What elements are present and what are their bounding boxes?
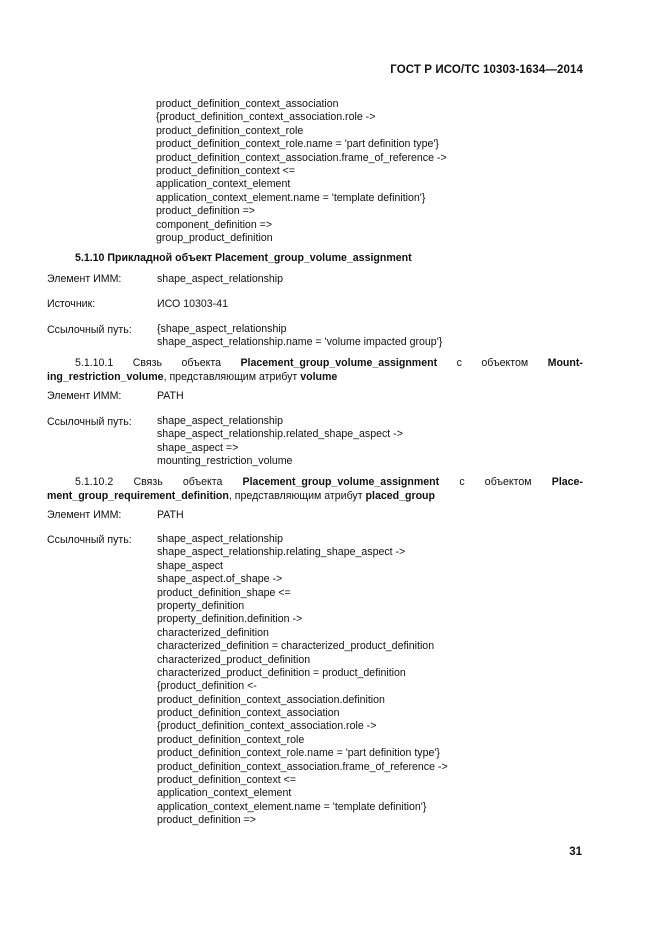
code-line: product_definition_shape <= bbox=[157, 586, 291, 599]
code-line: {product_definition_context_association.role -> bbox=[156, 111, 376, 124]
sub1-word-1: Связь bbox=[132, 357, 163, 369]
code-line: characterized_definition bbox=[157, 626, 269, 639]
sub2-word-1: Связь bbox=[133, 476, 163, 488]
code-line: shape_aspect_relationship bbox=[157, 533, 284, 545]
sub2-entity: Placement_group_volume_assignment bbox=[242, 476, 440, 488]
sub2-word-2: объекта bbox=[182, 476, 223, 488]
sub2-number: 5.1.10.2 bbox=[75, 476, 114, 488]
source-label: Источник: bbox=[47, 298, 96, 310]
source-value: ИСО 10303-41 bbox=[157, 298, 228, 310]
code-line: shape_aspect => bbox=[157, 441, 239, 454]
sub2-aim-label: Элемент ИММ: bbox=[47, 509, 122, 521]
code-line: product_definition_context <= bbox=[157, 774, 296, 787]
code-line: product_definition_context_association.definition bbox=[157, 693, 385, 706]
code-line: component_definition => bbox=[156, 218, 273, 231]
sub2-reference-path-block bbox=[157, 533, 448, 828]
subsection-2-paragraph bbox=[47, 475, 583, 503]
sub1-attribute: volume bbox=[300, 371, 338, 383]
code-line: characterized_definition = characterized_product_definition bbox=[157, 640, 435, 653]
code-line: product_definition => bbox=[157, 814, 256, 827]
sub1-reference-path-block bbox=[157, 415, 403, 469]
aim-element-label: Элемент ИММ: bbox=[47, 273, 122, 285]
code-line: shape_aspect.of_shape -> bbox=[157, 573, 283, 586]
top-code-block bbox=[156, 98, 447, 245]
code-line: application_context_element.name = 'template definition'} bbox=[157, 800, 427, 813]
sub1-number: 5.1.10.1 bbox=[75, 357, 114, 369]
aim-element-value: shape_aspect_relationship bbox=[157, 273, 284, 285]
sub1-word-2: объекта bbox=[181, 357, 222, 369]
code-line: shape_aspect_relationship.relating_shape_aspect -> bbox=[157, 546, 406, 559]
document-header: ГОСТ Р ИСО/ТС 10303-1634—2014 bbox=[390, 64, 583, 76]
sub1-tail: , представляющим атрибут bbox=[163, 371, 301, 383]
sub2-tail: , представляющим атрибут bbox=[228, 490, 366, 502]
page-number: 31 bbox=[569, 846, 582, 858]
reference-path-label: Ссылочный путь: bbox=[47, 324, 132, 336]
reference-path-block bbox=[157, 323, 442, 350]
code-line: shape_aspect bbox=[157, 559, 223, 572]
sub1-word-4: объектом bbox=[481, 357, 529, 369]
code-line: characterized_product_definition bbox=[157, 653, 311, 666]
sub2-ref-label: Ссылочный путь: bbox=[47, 534, 132, 546]
code-line: product_definition_context_association.frame_of_reference -> bbox=[157, 760, 448, 773]
sub1-aim-value: PATH bbox=[157, 390, 184, 402]
sub2-aim-value: PATH bbox=[157, 509, 184, 521]
code-line: product_definition_context_association bbox=[157, 707, 340, 720]
sub1-aim-label: Элемент ИММ: bbox=[47, 390, 122, 402]
code-line: group_product_definition bbox=[156, 231, 273, 244]
section-title: 5.1.10 Прикладной объект Placement_group_volume_assignment bbox=[75, 252, 412, 264]
code-line: shape_aspect_relationship.related_shape_aspect -> bbox=[157, 428, 403, 441]
sub2-target-a: Place- bbox=[551, 476, 583, 488]
code-line: product_definition_context_role.name = 'part definition type'} bbox=[157, 747, 440, 760]
code-line: product_definition_context_role.name = 'part definition type'} bbox=[156, 138, 439, 151]
sub2-attribute: placed_group bbox=[365, 490, 435, 502]
sub2-word-4: объектом bbox=[484, 476, 532, 488]
code-line: application_context_element bbox=[157, 787, 292, 800]
sub1-target-a: Mount- bbox=[547, 357, 583, 369]
code-line: {shape_aspect_relationship bbox=[157, 323, 287, 335]
sub1-entity: Placement_group_volume_assignment bbox=[240, 357, 438, 369]
code-line: product_definition_context <= bbox=[156, 164, 295, 177]
code-line: mounting_restriction_volume bbox=[157, 455, 293, 468]
code-line: product_definition_context_association bbox=[156, 98, 339, 110]
code-line: product_definition_context_role bbox=[157, 733, 305, 746]
code-line: property_definition.definition -> bbox=[157, 613, 303, 626]
code-line: {product_definition <- bbox=[157, 680, 257, 693]
code-line: application_context_element bbox=[156, 178, 291, 191]
subsection-1-paragraph bbox=[47, 356, 583, 384]
code-line: shape_aspect_relationship.name = 'volume impacted group'} bbox=[157, 336, 443, 349]
sub1-ref-label: Ссылочный путь: bbox=[47, 416, 132, 428]
sub1-word-3: с bbox=[456, 357, 462, 369]
code-line: product_definition_context_association.frame_of_reference -> bbox=[156, 151, 447, 164]
code-line: shape_aspect_relationship bbox=[157, 415, 284, 427]
sub2-word-3: с bbox=[459, 476, 465, 488]
code-line: characterized_product_definition = product_definition bbox=[157, 666, 406, 679]
code-line: {product_definition_context_association.role -> bbox=[157, 720, 377, 733]
code-line: product_definition_context_role bbox=[156, 124, 304, 137]
code-line: property_definition bbox=[157, 599, 245, 612]
code-line: application_context_element.name = 'template definition'} bbox=[156, 191, 426, 204]
sub2-target-b: ment_group_requirement_definition bbox=[47, 490, 229, 502]
sub1-target-b: ing_restriction_volume bbox=[47, 371, 164, 383]
code-line: product_definition => bbox=[156, 205, 255, 218]
